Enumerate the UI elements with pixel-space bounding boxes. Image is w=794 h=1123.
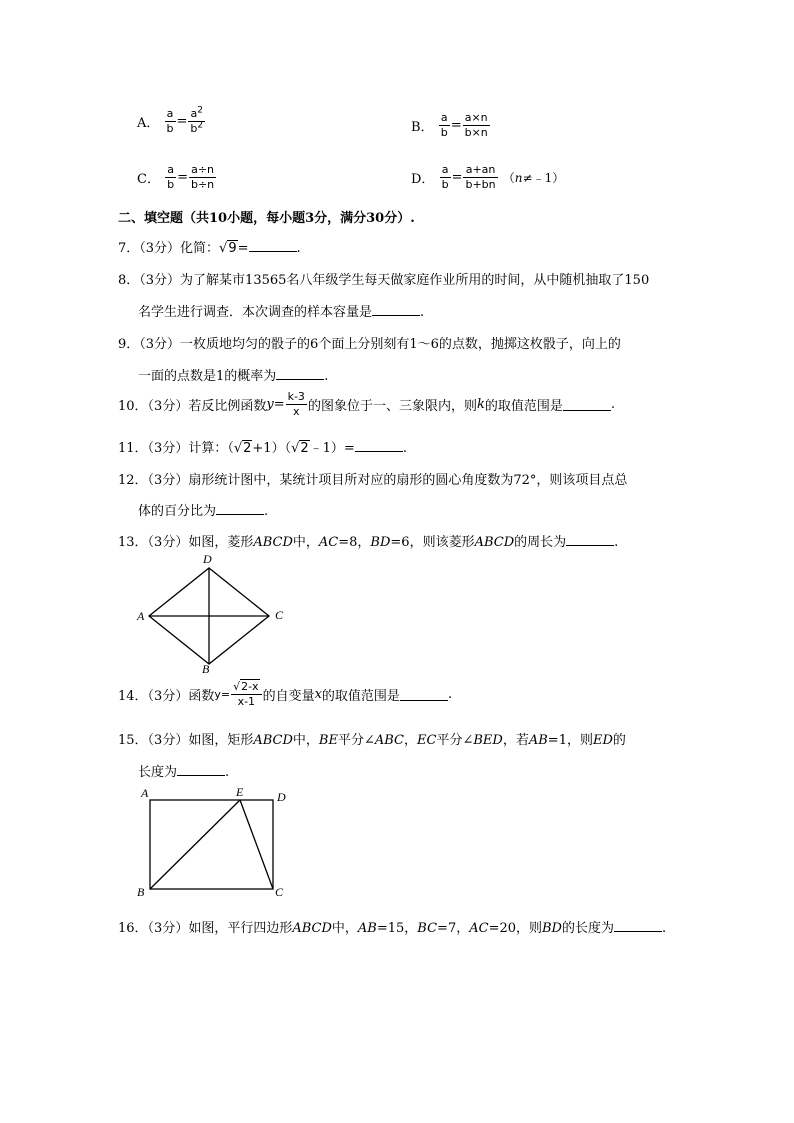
question-11: 11．（3分）计算：（√2+1）（√2﹣1）= . — [118, 441, 407, 456]
segment-ec — [240, 800, 273, 889]
question-7: 7．（3分）化简：√9= . — [118, 241, 301, 256]
answer-blank[interactable] — [400, 688, 448, 701]
question-8-line2: 名学生进行调查．本次调查的样本容量是 . — [138, 305, 425, 320]
option-a-label: A． — [137, 116, 160, 132]
answer-blank[interactable] — [249, 239, 297, 252]
option-c: C． $\frac{a}{b}$ = $\frac{a\div n}{b\div n}$ — [137, 163, 215, 192]
section-heading: 二、填空题（共10小题，每小题3分，满分30分）. — [118, 211, 415, 226]
option-a-rhs: $\frac{a^2}{b^2}$ — [190, 105, 204, 136]
option-a: A． $\frac{a}{b}$ = $\frac{a^2}{b^2}$ — [137, 105, 204, 136]
answer-blank[interactable] — [355, 439, 403, 452]
label-a: A — [137, 609, 145, 623]
rectangle-figure — [132, 785, 297, 905]
question-9-line2: 一面的点数是1的概率为 . — [138, 369, 329, 384]
option-a-lhs: $\frac{a}{b}$ — [166, 107, 174, 136]
answer-blank[interactable] — [566, 533, 614, 546]
label-a: A — [141, 786, 149, 800]
option-b: B． $\frac{a}{b}$ = $\frac{a\times n}{b\times n}$ — [411, 111, 488, 140]
option-d: D． $\frac{a}{b}$ = $\frac{a+an}{b+bn}$ （n≠﹣1） — [411, 163, 565, 192]
label-b: B — [202, 662, 210, 676]
sqrt-symbol: √9 — [219, 241, 237, 256]
question-13: 13．（3分）如图，菱形ABCD中，AC=8，BD=6，则该菱形ABCD的周长为 . — [118, 535, 619, 550]
question-14: 14．（3分）函数y= $\frac{√2-x}{x-1}$ 的自变量x的取值范围是 . — [118, 680, 453, 709]
answer-blank[interactable] — [177, 763, 225, 776]
segment-be — [150, 800, 240, 889]
rectangle-diagram — [132, 785, 297, 905]
question-15-line1: 15．（3分）如图，矩形ABCD中，BE平分∠ABC，EC平分∠BED，若AB=1，则ED的 — [118, 733, 626, 748]
label-d: D — [277, 790, 286, 804]
label-b: B — [137, 885, 145, 899]
question-16: 16．（3分）如图，平行四边形ABCD中，AB=15，BC=7，AC=20，则BD的长度为 . — [118, 921, 667, 936]
answer-blank[interactable] — [276, 367, 324, 380]
rhombus-figure — [132, 550, 292, 680]
rectangle-outline — [150, 800, 273, 889]
answer-blank[interactable] — [614, 919, 662, 932]
question-15-line2: 长度为 . — [138, 765, 230, 780]
question-10: 10．（3分）若反比例函数y= $\frac{k-3}{x}$ 的图象位于一、三象限内，则k的取值范围是 . — [118, 390, 615, 419]
answer-blank[interactable] — [372, 303, 420, 316]
label-c: C — [275, 885, 284, 899]
answer-blank[interactable] — [563, 398, 611, 411]
label-d: D — [203, 552, 212, 566]
label-c: C — [275, 608, 284, 622]
question-12-line2: 体的百分比为 . — [138, 504, 269, 519]
question-8-line1: 8．（3分）为了解某市13565名八年级学生每天做家庭作业所用的时间，从中随机抽取了150 — [118, 273, 650, 288]
label-e: E — [236, 785, 244, 799]
question-9-line1: 9．（3分）一枚质地均匀的骰子的6个面上分别刻有1～6的点数，抛掷这枚骰子，向上的 — [118, 337, 621, 352]
answer-blank[interactable] — [216, 502, 264, 515]
rhombus-diagram — [132, 550, 292, 680]
question-12-line1: 12．（3分）扇形统计图中，某统计项目所对应的扇形的圆心角度数为72°，则该项目点总 — [118, 473, 628, 488]
